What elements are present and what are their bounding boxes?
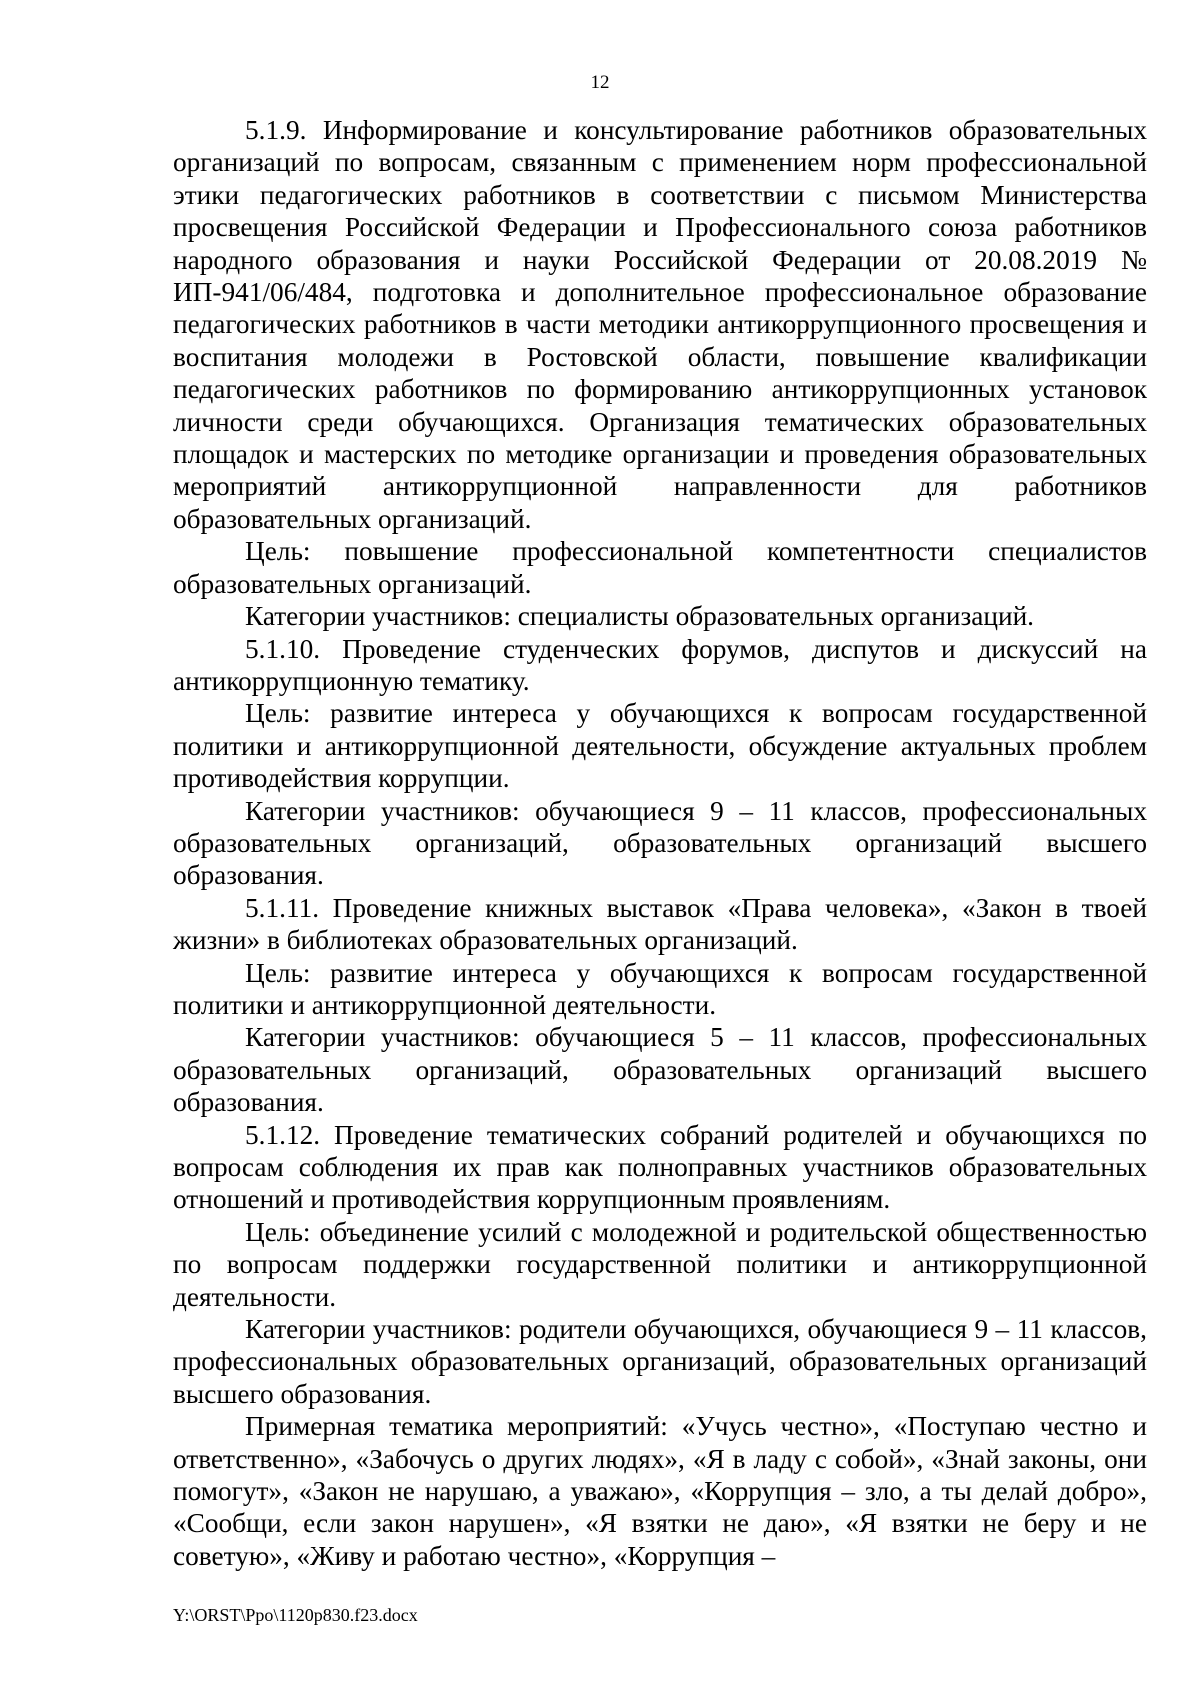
paragraph-goal: Цель: повышение профессиональной компетентности специалистов образовательных организаций. bbox=[173, 536, 1147, 599]
paragraph-5-1-10: 5.1.10. Проведение студенческих форумов, диспутов и дискуссий на антикоррупционную тематику. bbox=[173, 633, 1147, 696]
paragraph-sample-topics: Примерная тематика мероприятий: «Учусь честно», «Поступаю честно и ответственно», «Забочусь о других людях», «Я в ладу с собой», «Знай законы, они помогут», «Закон не нарушаю, а уважаю», «Коррупция – зло, а ты делай добро», «Сообщи, если закон нарушен», «Я взятки не даю», «Я взятки не беру и не советую», «Живу и работаю честно», «Коррупция – bbox=[173, 1411, 1147, 1571]
paragraph-5-1-9: 5.1.9. Информирование и консультирование работников образовательных организаций по вопросам, связанным с применением норм профессиональной этики педагогических работников в соответствии с письмом Министерства просвещения Российской Федерации и Профессионального союза работников народного образования и науки Российской Федерации от 20.08.2019 № ИП-941/06/484, подготовка и дополнительное профессиональное образование педагогических работников в части методики антикоррупционного просвещения и воспитания молодежи в Ростовской области, повышение квалификации педагогических работников по формированию антикоррупционных установок личности среди обучающихся. Организация тематических образовательных площадок и мастерских по методике организации и проведения образовательных мероприятий антикоррупционной направленности для работников образовательных организаций. bbox=[173, 115, 1147, 534]
paragraph-5-1-12: 5.1.12. Проведение тематических собраний родителей и обучающихся по вопросам соблюдения их прав как полноправных участников образовательных отношений и противодействия коррупционным проявлениям. bbox=[173, 1119, 1147, 1215]
paragraph-participants: Категории участников: обучающиеся 9 – 11 классов, профессиональных образовательных организаций, образовательных организаций высшего образования. bbox=[173, 795, 1147, 891]
paragraph-5-1-11: 5.1.11. Проведение книжных выставок «Права человека», «Закон в твоей жизни» в библиотеках образовательных организаций. bbox=[173, 892, 1147, 956]
paragraph-goal: Цель: развитие интереса у обучающихся к вопросам государственной политики и антикоррупционной деятельности. bbox=[173, 957, 1147, 1020]
footer-file-path: Y:\ORST\Ppo\1120p830.f23.docx bbox=[173, 1605, 418, 1625]
document-body bbox=[173, 114, 1147, 1572]
paragraph-goal: Цель: объединение усилий с молодежной и родительской общественностью по вопросам поддержки государственной политики и антикоррупционной деятельности. bbox=[173, 1216, 1147, 1312]
paragraph-participants: Категории участников: специалисты образовательных организаций. bbox=[245, 601, 1034, 632]
paragraph-participants: Категории участников: обучающиеся 5 – 11 классов, профессиональных образовательных организаций, образовательных организаций высшего образования. bbox=[173, 1022, 1147, 1118]
page-number: 12 bbox=[590, 72, 610, 93]
paragraph-participants: Категории участников: родители обучающихся, обучающиеся 9 – 11 классов, профессиональных образовательных организаций, образовательных организаций высшего образования. bbox=[173, 1314, 1147, 1409]
paragraph-goal: Цель: развитие интереса у обучающихся к вопросам государственной политики и антикоррупционной деятельности, обсуждение актуальных проблем противодействия коррупции. bbox=[173, 698, 1147, 794]
